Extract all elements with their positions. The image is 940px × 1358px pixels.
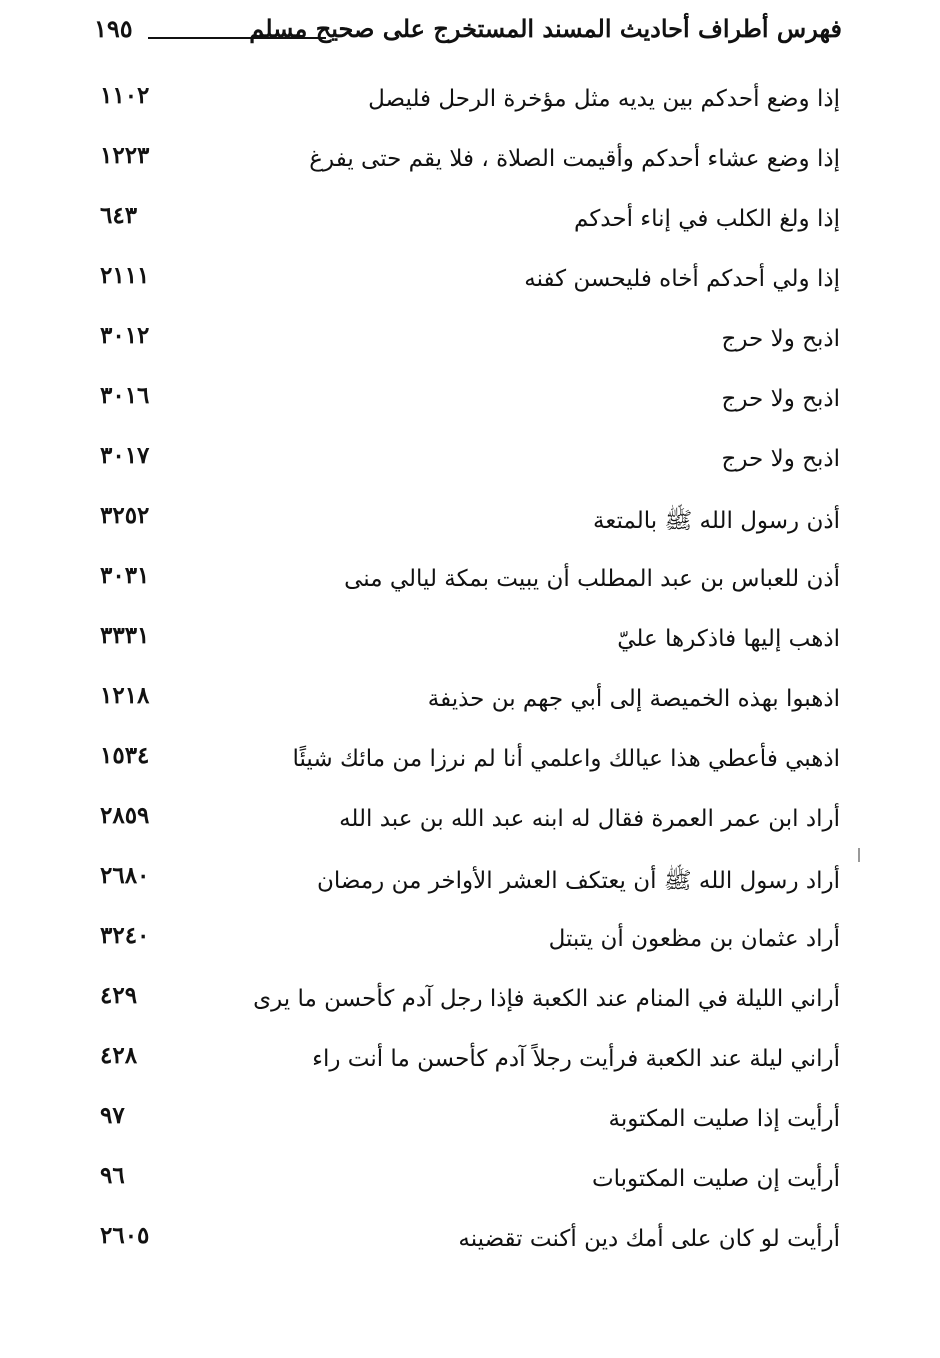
entry-hadith-number: ٣٢٥٢	[100, 502, 150, 529]
entry-hadith-number: ٢١١١	[100, 262, 150, 289]
entry-text: اذهب إليها فاذكرها عليّ	[617, 626, 840, 652]
entry-hadith-number: ١٢٢٣	[100, 142, 150, 169]
entry-hadith-number: ٩٦	[100, 1162, 125, 1189]
entry-text: اذهبوا بهذه الخميصة إلى أبي جهم بن حذيفة	[427, 686, 840, 712]
entry-hadith-number: ٣٠١٧	[100, 442, 150, 469]
index-entry	[0, 1038, 940, 1098]
hadith-index-list	[0, 78, 940, 1278]
entry-text: إذا ولي أحدكم أخاه فليحسن كفنه	[524, 266, 840, 292]
entry-text: إذا ولغ الكلب في إناء أحدكم	[574, 206, 840, 232]
entry-text: أراني الليلة في المنام عند الكعبة فإذا رجل آدم كأحسن ما يرى	[253, 986, 840, 1012]
index-entry	[0, 198, 940, 258]
entry-hadith-number: ١١٠٢	[100, 82, 150, 109]
entry-text: أرأيت إذا صليت المكتوبة	[608, 1106, 840, 1132]
entry-hadith-number: ٦٤٣	[100, 202, 138, 229]
index-entry	[0, 858, 940, 918]
index-entry	[0, 618, 940, 678]
index-entry	[0, 318, 940, 378]
index-entry	[0, 378, 940, 438]
entry-text: اذهبي فأعطي هذا عيالك واعلمي أنا لم نرزا من مائك شيئًا	[292, 746, 840, 772]
entry-hadith-number: ٣٣٣١	[100, 622, 150, 649]
index-entry	[0, 498, 940, 558]
entry-hadith-number: ١٢١٨	[100, 682, 150, 709]
entry-hadith-number: ٢٦٨٠	[100, 862, 150, 889]
entry-hadith-number: ٩٧	[100, 1102, 125, 1129]
index-entry	[0, 78, 940, 138]
entry-text: اذبح ولا حرج	[721, 386, 840, 412]
index-entry	[0, 798, 940, 858]
entry-hadith-number: ٣٠١٦	[100, 382, 150, 409]
entry-hadith-number: ١٥٣٤	[100, 742, 150, 769]
entry-text: أراد عثمان بن مظعون أن يتبتل	[548, 926, 840, 952]
index-entry	[0, 978, 940, 1038]
index-entry	[0, 558, 940, 618]
index-entry	[0, 918, 940, 978]
entry-text: أذن رسول الله ﷺ بالمتعة	[593, 508, 840, 534]
entry-text: أرأيت إن صليت المكتوبات	[591, 1166, 840, 1192]
index-entry	[0, 138, 940, 198]
index-entry	[0, 678, 940, 738]
entry-hadith-number: ٤٢٩	[100, 982, 138, 1009]
index-entry	[0, 438, 940, 498]
entry-text: اذبح ولا حرج	[721, 326, 840, 352]
index-entry	[0, 1098, 940, 1158]
entry-text: إذا وضع عشاء أحدكم وأقيمت الصلاة ، فلا يقم حتى يفرغ	[309, 146, 840, 172]
header-rule	[148, 37, 326, 39]
page-header	[90, 14, 842, 54]
entry-hadith-number: ٣٢٤٠	[100, 922, 150, 949]
index-entry	[0, 1158, 940, 1218]
entry-text: أذن للعباس بن عبد المطلب أن يبيت بمكة ليالي منى	[344, 566, 840, 592]
entry-hadith-number: ٣٠١٢	[100, 322, 150, 349]
entry-hadith-number: ٣٠٣١	[100, 562, 150, 589]
scan-mark	[858, 848, 860, 862]
entry-text: إذا وضع أحدكم بين يديه مثل مؤخرة الرحل فليصل	[368, 86, 840, 112]
entry-text: أراد رسول الله ﷺ أن يعتكف العشر الأواخر من رمضان	[317, 868, 840, 894]
entry-text: اذبح ولا حرج	[721, 446, 840, 472]
entry-text: أراد ابن عمر العمرة فقال له ابنه عبد الله بن عبد الله	[339, 806, 840, 832]
index-entry	[0, 1218, 940, 1278]
entry-text: أرأيت لو كان على أمك دين أكنت تقضينه	[458, 1226, 840, 1252]
entry-hadith-number: ٢٨٥٩	[100, 802, 150, 829]
index-entry	[0, 738, 940, 798]
index-entry	[0, 258, 940, 318]
page-title: فهرس أطراف أحاديث المسند المستخرج على صحيح مسلم	[249, 14, 842, 43]
page-number: ١٩٥	[94, 14, 133, 43]
entry-hadith-number: ٢٦٠٥	[100, 1222, 150, 1249]
entry-text: أراني ليلة عند الكعبة فرأيت رجلاً آدم كأحسن ما أنت راء	[312, 1046, 840, 1072]
entry-hadith-number: ٤٢٨	[100, 1042, 138, 1069]
